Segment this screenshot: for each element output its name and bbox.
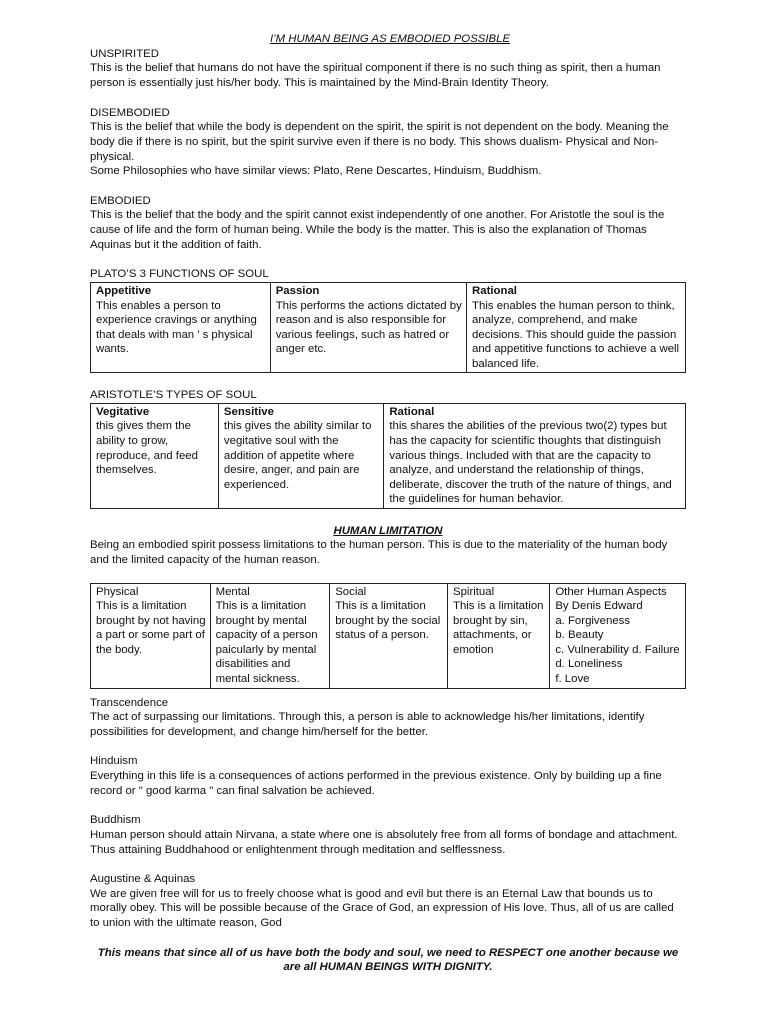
cell-text: This is a limitation brought by sin, attachments, or emotion (452, 600, 544, 656)
list-item: b. Beauty (555, 629, 604, 642)
plato-table-heading: PLATO’S 3 FUNCTIONS OF SOUL (90, 268, 269, 281)
column-title: Appetitive (96, 284, 152, 297)
table-cell (550, 583, 686, 688)
hinduism-heading: Hinduism (90, 755, 138, 768)
cell-text: this gives the ability similar to vegitative soul with the addition of appetite where desire, anger, and pain are experienced. (223, 420, 372, 491)
column-title: Rational (389, 405, 435, 418)
table-cell (384, 403, 686, 508)
augustine-aquinas-text: We are given free will for us to freely choose what is good and evil but there is an Eternal Law that bounds us to morally obey. This will be possible because of the Grace of God, an expression of His love. Thus, all of us are called to union with the ultimate reason, God (90, 887, 674, 930)
cell-text: This enables the human person to think, analyze, comprehend, and make decisions. This should guide the passion and appetitive functions to achieve a well balanced life. (472, 299, 680, 370)
table-cell (467, 282, 686, 373)
cell-text: this gives them the ability to grow, reproduce, and feed themselves. (96, 420, 198, 477)
aristotle-soul-table (90, 403, 686, 509)
cell-text: this shares the abilities of the previous two(2) types but has the capacity for scientific thoughts that distinguish various things. Included with that are the capacity to analyze, and understand the relationship of things, deliberate, discover the truth of the nature of things, and the guidelines for human behavior. (389, 420, 672, 506)
column-subtitle: By Denis Edward (555, 600, 643, 613)
embodied-heading: EMBODIED (90, 194, 151, 207)
buddhism-heading: Buddhism (90, 814, 141, 827)
column-title: Social (335, 585, 367, 598)
column-title: Other Human Aspects (555, 585, 667, 598)
table-cell (447, 583, 549, 688)
column-title: Vegitative (96, 405, 150, 418)
document-page (90, 32, 686, 975)
column-title: Physical (96, 585, 139, 598)
list-item: f. Love (555, 673, 590, 686)
column-title: Rational (472, 284, 517, 297)
augustine-aquinas-heading: Augustine & Aquinas (90, 873, 196, 886)
column-title: Passion (275, 284, 320, 297)
disembodied-text: This is the belief that while the body is dependent on the spirit, the spirit is not dependent on the body. Meaning the body die if there is no spirit, but the spirit survive even if there is no body. This shows dualism- Physical and Non-physical. (90, 121, 669, 163)
column-title: Mental (215, 585, 250, 598)
plato-soul-table (90, 282, 686, 374)
cell-text: This performs the actions dictated by reason and is also responsible for various feelings, such as hatred or anger etc. (275, 299, 462, 356)
table-row (91, 583, 686, 688)
unspirited-text: This is the belief that humans do not have the spiritual component if there is no such thing as spirit, then a human person is essentially just his/her body. This is maintained by the Mind-Brain Identity Theory. (90, 62, 661, 90)
page-title: I’M HUMAN BEING AS EMBODIED POSSIBLE (269, 33, 511, 45)
human-limitation-heading: HUMAN LIMITATION (333, 524, 443, 537)
buddhism-text: Human person should attain Nirvana, a state where one is absolutely free from all forms of bondage and attachment. Thus attaining Buddhahood or enlightenment through meditation and selflessness. (90, 828, 678, 856)
human-limitation-text: Being an embodied spirit possess limitations to the human person. This is due to the materiality of the human body and the limited capacity of the human reason. (90, 539, 668, 567)
embodied-text: This is the belief that the body and the spirit cannot exist independently of one another. For Aristotle the soul is the cause of life and the form of human being. While the body is the matter. This is also the explanation of Thomas Aquinas but it the addition of faith. (90, 209, 665, 251)
disembodied-text-2: Some Philosophies who have similar views: Plato, Rene Descartes, Hinduism, Buddhism. (90, 165, 542, 178)
cell-text: This is a limitation brought by the social status of a person. (335, 600, 441, 642)
list-item: c. Vulnerability d. Failure (555, 643, 680, 656)
list-item: d. Loneliness (555, 658, 623, 671)
table-row (91, 403, 686, 508)
cell-text: This enables a person to experience cravings or anything that deals with man ’ s physical wants. (96, 299, 257, 356)
human-limitation-table (90, 583, 686, 689)
disembodied-heading: DISEMBODIED (90, 106, 170, 119)
closing-statement: This means that since all of us have both the body and soul, we need to RESPECT one another because we are all HUMAN BEINGS WITH DIGNITY. (97, 946, 679, 974)
list-item: a. Forgiveness (555, 614, 631, 627)
column-title: Sensitive (223, 405, 274, 418)
transcendence-heading: Transcendence (90, 696, 169, 709)
unspirited-heading: UNSPIRITED (90, 47, 159, 60)
cell-text: This is a limitation brought by not having a part or some part of the body. (96, 600, 206, 656)
hinduism-text: Everything in this life is a consequences of actions performed in the previous existence. Only by building up a fine record or " good karma " can final salvation be achieved. (90, 770, 662, 797)
transcendence-text: The act of surpassing our limitations. Through this, a person is able to acknowledge his/her limitations, identify possibilities for development, and change him/herself for the better. (90, 711, 645, 739)
table-cell (218, 403, 383, 508)
table-cell (270, 282, 466, 373)
table-cell (330, 583, 448, 688)
column-title: Spiritual (452, 585, 495, 598)
table-cell (210, 583, 330, 688)
table-cell (91, 403, 219, 508)
cell-text: This is a limitation brought by mental capacity of a person paicularly by mental disabilities and mental sickness. (215, 600, 318, 686)
table-cell (91, 282, 271, 373)
table-row (91, 282, 686, 373)
table-cell (91, 583, 211, 688)
aristotle-table-heading: ARISTOTLE’S TYPES OF SOUL (90, 389, 257, 402)
